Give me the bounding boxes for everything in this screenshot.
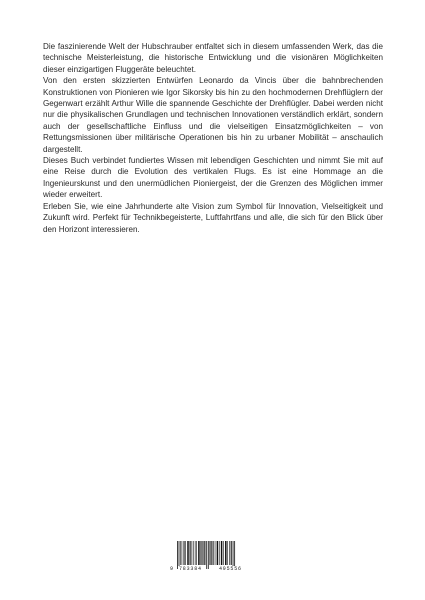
barcode-bar (198, 541, 200, 565)
barcode-bar (225, 541, 227, 565)
blurb-paragraph-2: Von den ersten skizzierten Entwürfen Leonardo da Vincis über die bahnbrechenden Konstruktionen von Pionieren wie Igor Sikorsky bis hin zu den hochmodernen Drehflüglern der Gegenwart erzählt Arthur Wille die spannende Geschichte der Drehflügler. Dabei werden nicht nur die physikalischen Grundlagen und technischen Innovationen verständlich erklärt, sondern auch der gesellschaftliche Einfluss und die vielseitigen Einsatzmöglichkeiten – von Rettungsmissionen über militärische Operationen bis hin zu urbaner Mobilität – anschaulich dargestellt. (43, 76, 383, 154)
barcode-bar (187, 541, 189, 565)
barcode-bar (204, 541, 205, 565)
barcode-bar (206, 541, 207, 569)
barcode-bar (231, 541, 232, 565)
barcode-bar (234, 541, 235, 569)
barcode-bar (215, 541, 216, 565)
barcode-bar (196, 541, 197, 565)
barcode-first-digit: 9 (170, 566, 174, 572)
barcode-bar (182, 541, 183, 565)
blurb-paragraph-3: Dieses Buch verbindet fundiertes Wissen mit lebendigen Geschichten und nimmt Sie mit auf eine Reise durch die Evolution des vertikalen Flugs. Es ist eine Hommage an die Ingenieurskunst und den unermüdlichen Pioniergeist, der die Grenzen des Möglichen immer wieder erweitert. (43, 156, 383, 200)
barcode-right-group: 495556 (219, 566, 242, 572)
barcode-bar (210, 541, 211, 565)
barcode-bar (190, 541, 191, 565)
barcode-bar (233, 541, 234, 569)
barcode-left-group: 783384 (179, 566, 202, 572)
blurb-paragraph-4: Erleben Sie, wie eine Jahrhunderte alte Vision zum Symbol für Innovation, Vielseitigkeit und Zukunft wird. Perfekt für Technikbegeisterte, Luftfahrtfans und alle, die sich für den Blick über den Horizont interessieren. (43, 201, 383, 234)
barcode-bar (208, 541, 209, 569)
barcode-bar (184, 541, 185, 565)
barcode-digits (170, 566, 257, 573)
blurb-text (43, 41, 383, 235)
barcode-bar (195, 541, 196, 565)
barcode-bar (202, 541, 203, 565)
barcode-bar (185, 541, 186, 565)
barcode-bar (211, 541, 212, 565)
barcode-bar (179, 541, 180, 569)
barcode-bar (192, 541, 193, 565)
barcode-bar (177, 541, 178, 569)
barcode-bars (170, 541, 257, 569)
barcode-bar (217, 541, 219, 565)
barcode-bar (221, 541, 223, 565)
barcode-bar (227, 541, 228, 565)
barcode-bar (200, 541, 201, 565)
barcode-bar (219, 541, 220, 565)
barcode-bar (193, 541, 194, 565)
barcode-bar (223, 541, 224, 565)
isbn-barcode (170, 541, 257, 573)
barcode-bar (213, 541, 214, 565)
blurb-paragraph-1: Die faszinierende Welt der Hubschrauber entfaltet sich in diesem umfassenden Werk, das die technische Meisterleistung, die historische Entwicklung und die visionären Möglichkeiten dieser einzigartigen Fluggeräte beleuchtet. (43, 42, 383, 74)
barcode-bar (180, 541, 181, 565)
barcode-bar (229, 541, 230, 565)
